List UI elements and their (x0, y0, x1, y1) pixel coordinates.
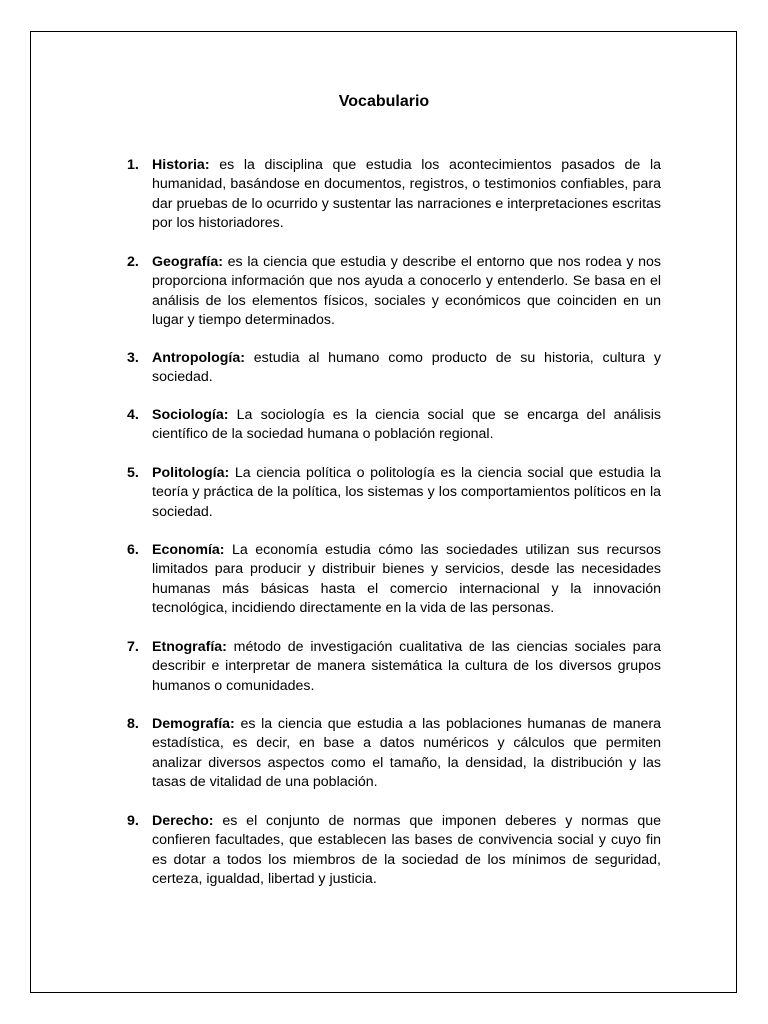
term: Antropología: (152, 350, 245, 366)
definition: es la disciplina que estudia los acontecimientos pasados de la humanidad, basándose en documentos, registros, o testimonios confiables, para dar pruebas de lo ocurrido y sustentar las narraciones e interpretaciones escritas por los historiadores. (152, 157, 661, 232)
definition: es la ciencia que estudia y describe el entorno que nos rodea y nos proporciona información que nos ayuda a conocerlo y entenderlo. Se basa en el análisis de los elementos físicos, sociales y económicos que coinciden en un lugar y tiempo determinados. (152, 254, 661, 329)
definition: La sociología es la ciencia social que se encarga del análisis científico de la sociedad humana o población regional. (152, 407, 661, 443)
term: Etnografía: (152, 639, 227, 655)
definition: La ciencia política o politología es la ciencia social que estudia la teoría y práctica de la política, los sistemas y los comportamientos políticos en la sociedad. (152, 465, 661, 520)
definition: método de investigación cualitativa de las ciencias sociales para describir e interpretar de manera sistemática la cultura de los diversos grupos humanos o comunidades. (152, 639, 661, 694)
page-title: Vocabulario (338, 93, 430, 110)
list-item (127, 406, 661, 445)
definition: La economía estudia cómo las sociedades utilizan sus recursos limitados para producir y distribuir bienes y servicios, desde las necesidades humanas más básicas hasta el comercio internacional y la innovación tecnológica, incidiendo directamente en la vida de las personas. (152, 542, 661, 617)
list-item (127, 156, 661, 234)
term: Derecho: (152, 813, 214, 829)
term: Politología: (152, 465, 230, 481)
list-item (127, 812, 661, 890)
item-number: 3. (127, 350, 139, 366)
list-item (127, 253, 661, 331)
list-item (127, 349, 661, 388)
list-item (127, 715, 661, 793)
list-item (127, 541, 661, 619)
term: Historia: (152, 157, 210, 173)
item-number: 5. (127, 465, 139, 481)
definition: es el conjunto de normas que imponen deberes y normas que confieren facultades, que establecen las bases de convivencia social y cuyo fin es dotar a todos los miembros de la sociedad de los mínimos de seguridad, certeza, igualdad, libertad y justicia. (152, 813, 661, 888)
item-number: 8. (127, 716, 139, 732)
item-number: 7. (127, 639, 139, 655)
term: Sociología: (152, 407, 229, 423)
definition: estudia al humano como producto de su historia, cultura y sociedad. (152, 350, 661, 386)
term: Economía: (152, 542, 225, 558)
definition: es la ciencia que estudia a las poblaciones humanas de manera estadística, es decir, en base a datos numéricos y cálculos que permiten analizar diversos aspectos como el tamaño, la densidad, la distribución y las tasas de vitalidad de una población. (152, 716, 661, 791)
list-item (127, 464, 661, 522)
term: Demografía: (152, 716, 235, 732)
list-item (127, 638, 661, 696)
item-number: 4. (127, 407, 139, 423)
term: Geografía: (152, 254, 223, 270)
item-number: 2. (127, 254, 139, 270)
item-number: 1. (127, 157, 139, 173)
item-number: 9. (127, 813, 139, 829)
item-number: 6. (127, 542, 139, 558)
